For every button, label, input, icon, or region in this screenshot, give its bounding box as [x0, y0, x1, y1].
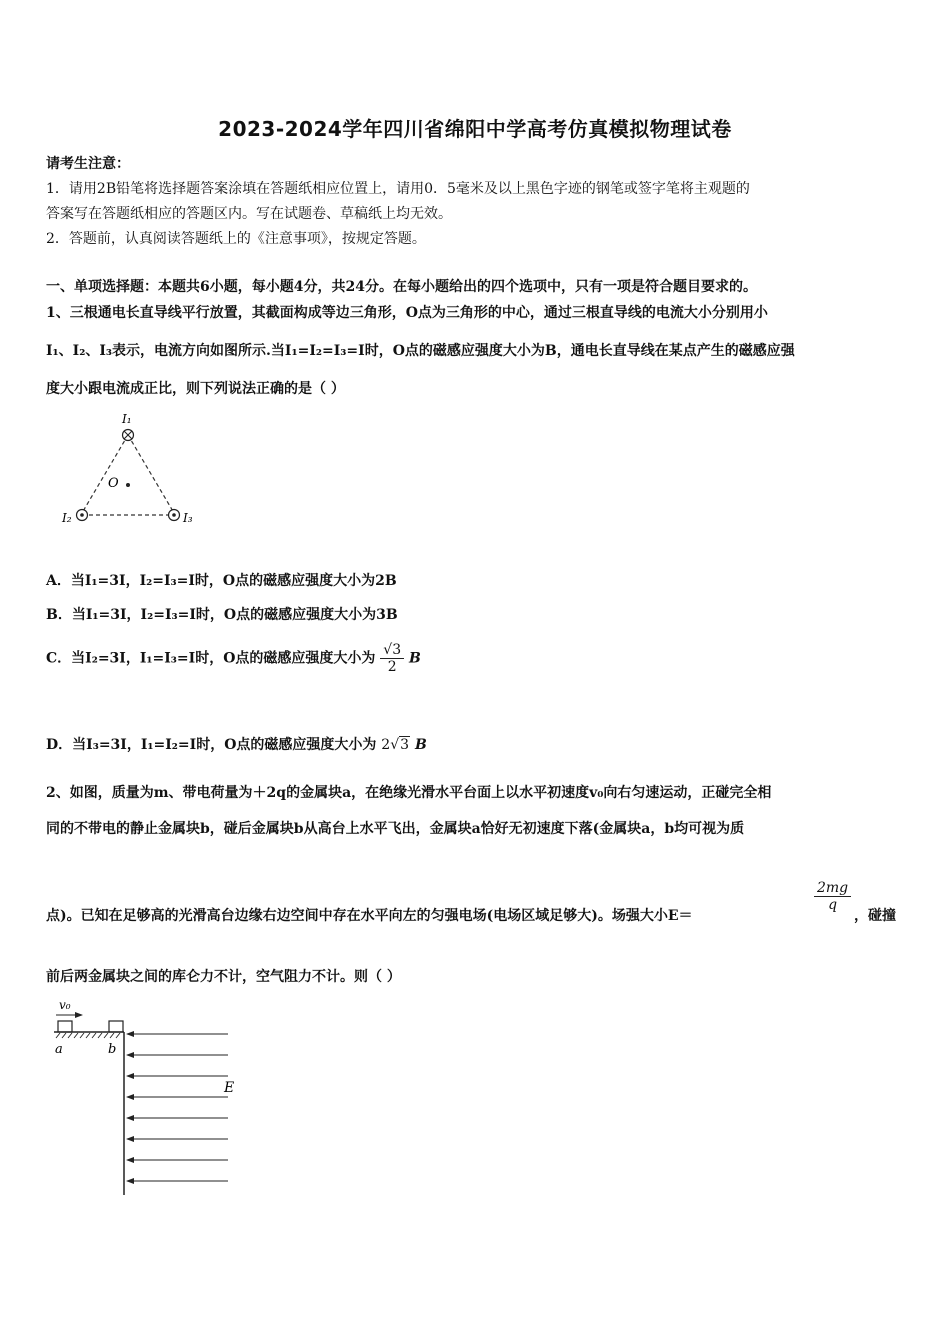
sqrt3-over-2-fraction	[380, 642, 404, 675]
fraction-numerator: √3	[380, 642, 404, 659]
label-o: O	[108, 476, 119, 491]
label-v0: v₀	[59, 998, 71, 1012]
q2-text-line1: 2、如图，质量为m、带电荷量为＋2q的金属块a，在绝缘光滑水平台面上以水平初速度v₀向右匀速运动，正碰完全相	[46, 785, 772, 801]
notice-heading: 请考生注意：	[46, 156, 130, 172]
q2-text-line2: 同的不带电的静止金属块b，碰后金属块b从高台上水平飞出，金属块a恰好无初速度下落(金属块a，b均可视为质	[46, 821, 745, 837]
q1-option-c-text: C．当I₂=3I，I₁=I₃=I时，O点的磁感应强度大小为	[46, 650, 376, 667]
q1-text-line3: 度大小跟电流成正比，则下列说法正确的是（ ）	[46, 381, 345, 397]
q2-text-line4: 前后两金属块之间的库仑力不计，空气阻力不计。则（ ）	[46, 969, 401, 985]
center-point-o	[126, 483, 130, 487]
q1-option-d-unit: B	[414, 737, 427, 753]
q1-text-line2: I₁、I₂、I₃表示，电流方向如图所示.当I₁=I₂=I₃=I时，O点的磁感应强度大小为B，通电长直导线在某点产生的磁感应强	[46, 343, 795, 359]
block-a	[58, 1021, 72, 1032]
q2-text-line3-part2: ，碰撞	[854, 908, 896, 924]
q1-option-c	[46, 642, 421, 675]
label-a: a	[55, 1042, 63, 1057]
label-e: E	[224, 1080, 235, 1096]
radicand: 3	[400, 737, 410, 753]
notice-1a: 1．请用2B铅笔将选择题答案涂填在答题纸相应位置上，请用0．5毫米及以上黑色字迹的钢笔或签字笔将主观题的	[46, 181, 750, 197]
wire-i3-out-of-page-icon	[169, 510, 180, 521]
q2-text-line3-part1: 点)。已知在足够高的光滑高台边缘右边空间中存在水平向左的匀强电场(电场区域足够大)。场强大小E＝	[46, 908, 693, 924]
wire-i2-out-of-page-icon	[77, 510, 88, 521]
table-hatching	[56, 1033, 120, 1038]
label-i1: I₁	[122, 412, 132, 426]
label-b: b	[108, 1042, 117, 1057]
notice-1b: 答案写在答题纸相应的答题区内。写在试题卷、草稿纸上均无效。	[46, 206, 452, 222]
q1-option-d-text: D．当I₃=3I，I₁=I₂=I时，O点的磁感应强度大小为	[46, 737, 377, 753]
q1-text-line1: 1、三根通电长直导线平行放置，其截面构成等边三角形，O点为三角形的中心，通过三根直导线的电流大小分别用小	[46, 305, 768, 321]
radical-sign-icon: √	[390, 737, 400, 753]
q1-option-d	[46, 734, 427, 754]
q2-field-figure	[50, 995, 245, 1200]
fraction-numerator: 2mg	[814, 880, 851, 897]
field-strength-fraction	[814, 880, 851, 913]
q1-option-c-unit: B	[409, 650, 421, 667]
fraction-denominator: q	[828, 897, 838, 913]
field-lines	[127, 1034, 228, 1181]
wire-i1-into-page-icon	[123, 430, 134, 441]
q1-option-a: A．当I₁=3I，I₂=I₃=I时，O点的磁感应强度大小为2B	[46, 573, 397, 589]
label-i2: I₂	[62, 511, 72, 525]
page-title: 2023-2024学年四川省绵阳中学高考仿真模拟物理试卷	[218, 117, 732, 141]
label-i3: I₃	[183, 511, 193, 525]
section-heading: 一、单项选择题：本题共6小题，每小题4分，共24分。在每小题给出的四个选项中，只有一项是符合题目要求的。	[46, 279, 757, 295]
q1-option-b: B．当I₁=3I，I₂=I₃=I时，O点的磁感应强度大小为3B	[46, 607, 398, 623]
q1-triangle-figure	[58, 405, 208, 530]
radical-coefficient: 2	[381, 737, 391, 753]
notice-2: 2．答题前，认真阅读答题纸上的《注意事项》，按规定答题。	[46, 231, 426, 247]
block-b	[109, 1021, 123, 1032]
fraction-denominator: 2	[387, 659, 397, 675]
